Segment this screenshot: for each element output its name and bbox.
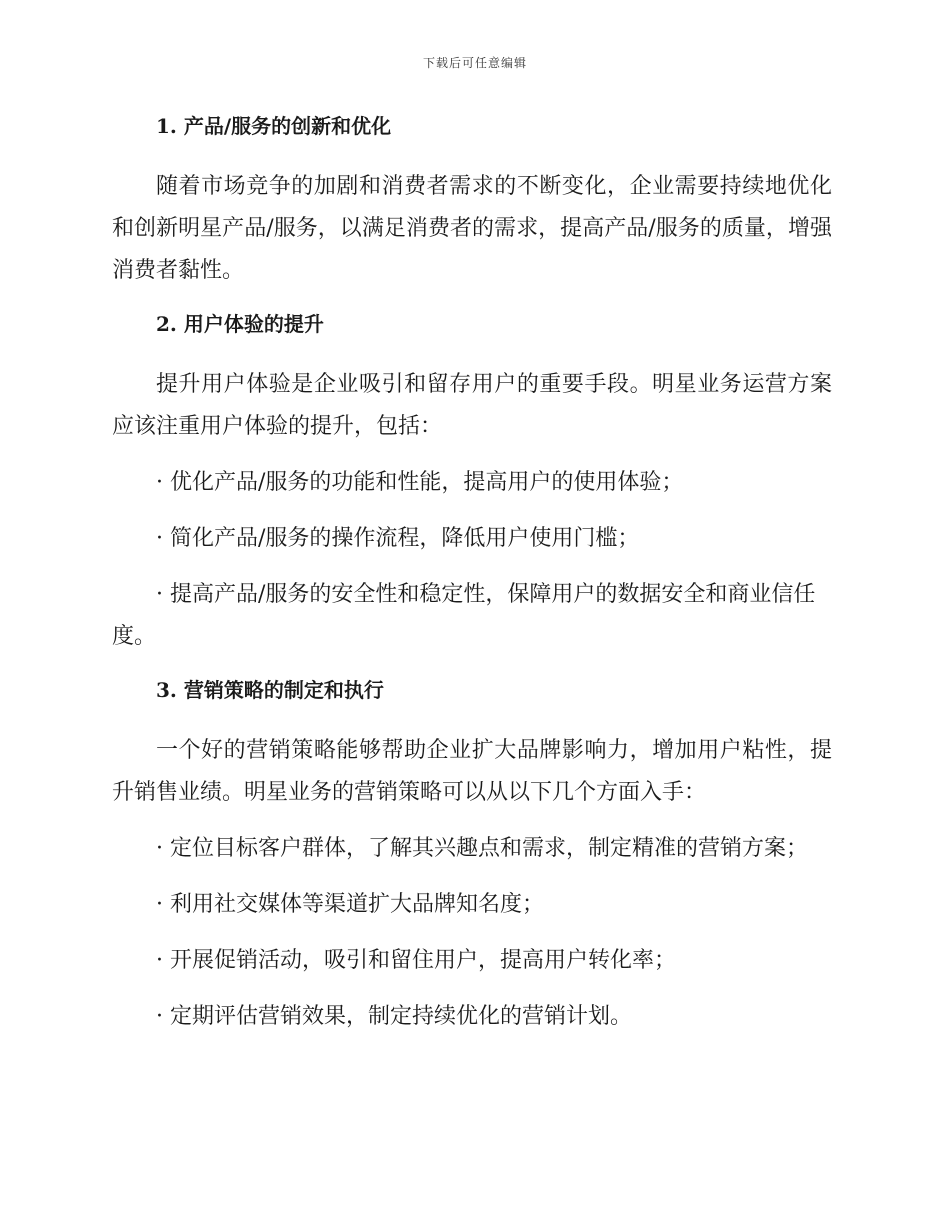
section-heading: 3. 营销策略的制定和执行 — [156, 678, 384, 702]
bullet-item: · 定期评估营销效果，制定持续优化的营销计划。 — [156, 1004, 632, 1029]
section-1 — [112, 108, 832, 292]
bullet-item: · 定位目标客户群体，了解其兴趣点和需求，制定精准的营销方案； — [156, 836, 808, 861]
section-heading: 1. 产品/服务的创新和优化 — [156, 114, 392, 138]
section-paragraph: 一个好的营销策略能够帮助企业扩大品牌影响力，增加用户粘性，提升销售业绩。明星业务的营销策略可以从以下几个方面入手： — [112, 738, 832, 805]
section-paragraph: 随着市场竞争的加剧和消费者需求的不断变化，企业需要持续地优化和创新明星产品/服务，以满足消费者的需求，提高产品/服务的质量，增强消费者黏性。 — [112, 174, 832, 283]
document-body — [112, 108, 832, 1052]
section-3 — [112, 672, 832, 1038]
section-paragraph: 提升用户体验是企业吸引和留存用户的重要手段。明星业务运营方案应该注重用户体验的提升，包括： — [112, 372, 832, 439]
bullet-item: · 开展促销活动，吸引和留住用户，提高用户转化率； — [156, 948, 676, 973]
bullet-item: · 优化产品/服务的功能和性能，提高用户的使用体验； — [156, 470, 684, 495]
header-note: 下载后可任意编辑 — [422, 56, 527, 70]
bullet-item: · 简化产品/服务的操作流程，降低用户使用门槛； — [156, 526, 640, 551]
bullet-item: · 利用社交媒体等渠道扩大品牌知名度； — [156, 892, 544, 917]
bullet-item: · 提高产品/服务的安全性和稳定性，保障用户的数据安全和商业信任度。 — [112, 582, 816, 649]
section-heading: 2. 用户体验的提升 — [156, 312, 324, 336]
section-2 — [112, 306, 832, 658]
